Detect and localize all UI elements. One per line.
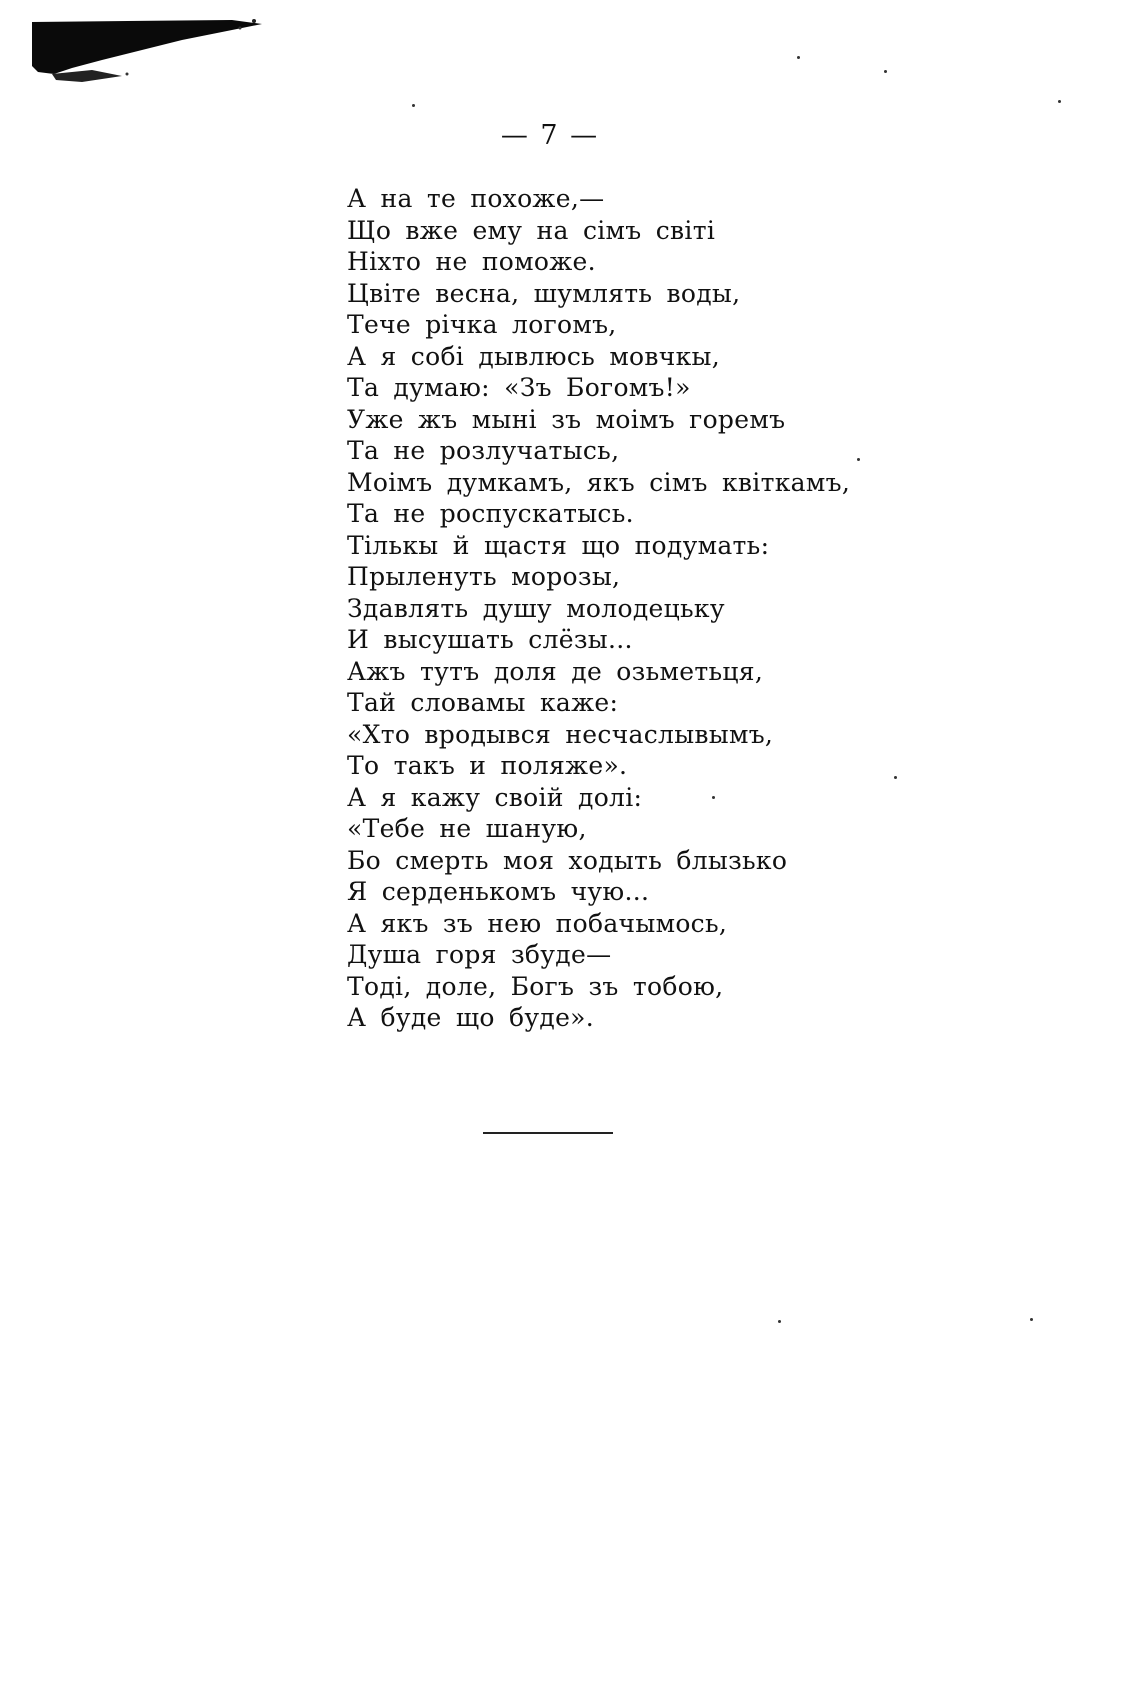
poem-line: Тече річка логомъ, [347,310,617,339]
poem-line: Та не роспускатысь. [347,499,634,528]
poem-line: А я собі дывлюсь мовчкы, [347,341,720,371]
poem-line: И высушать слёзы... [347,625,633,654]
scan-speck [1030,1318,1033,1321]
scan-speck [412,104,415,107]
poem-line: Та не розлучатысь, [347,436,620,465]
scan-speck [857,458,860,461]
poem-line: Ажъ тутъ доля де озьметьця, [347,656,764,686]
poem-line: А я кажу своій долі: [347,782,643,812]
page-number: — 7 — [500,120,600,151]
scan-speck [778,1320,781,1323]
poem-line: А буде що буде». [347,1003,595,1032]
poem-line: Тай словамы каже: [347,688,619,717]
poem-line: Уже жъ мыні зъ моімъ горемъ [347,404,786,434]
poem-line: Ніхто не поможе. [347,247,596,276]
scan-speck [797,56,800,59]
ink-blot-decoration [32,16,272,86]
poem-line: Бо смерть моя ходыть блызько [347,845,788,875]
scan-speck [894,776,897,779]
poem-line: «Тебе не шаную, [347,814,587,843]
poem-line: «Хто вродывся несчаслывымъ, [347,719,774,749]
poem-line: Я серденькомъ чую... [347,877,650,906]
poem-line: Прыленуть морозы, [347,562,621,591]
poem-line: Цвіте весна, шумлять воды, [347,278,741,308]
poem-text [347,183,967,1034]
scan-speck [712,796,715,799]
poem-line: А на те похоже,— [347,184,605,213]
poem-line: Душа горя збуде— [347,940,612,969]
end-rule [483,1132,613,1134]
poem-line: То такъ и поляже». [347,751,628,780]
poem-line: Та думаю: «Зъ Богомъ!» [347,373,691,402]
poem-line: Здавлять душу молодецьку [347,593,725,623]
poem-line: Тількы й щастя що подумать: [347,530,770,560]
poem-line: Моімъ думкамъ, якъ сімъ квіткамъ, [347,467,851,497]
poem-line: А якъ зъ нею побачымось, [347,908,728,938]
scan-speck [1058,100,1061,103]
poem-line: Тоді, доле, Богъ зъ тобою, [347,971,724,1001]
poem-line: Що вже ему на сімъ світі [347,215,716,245]
scan-speck [884,70,887,73]
